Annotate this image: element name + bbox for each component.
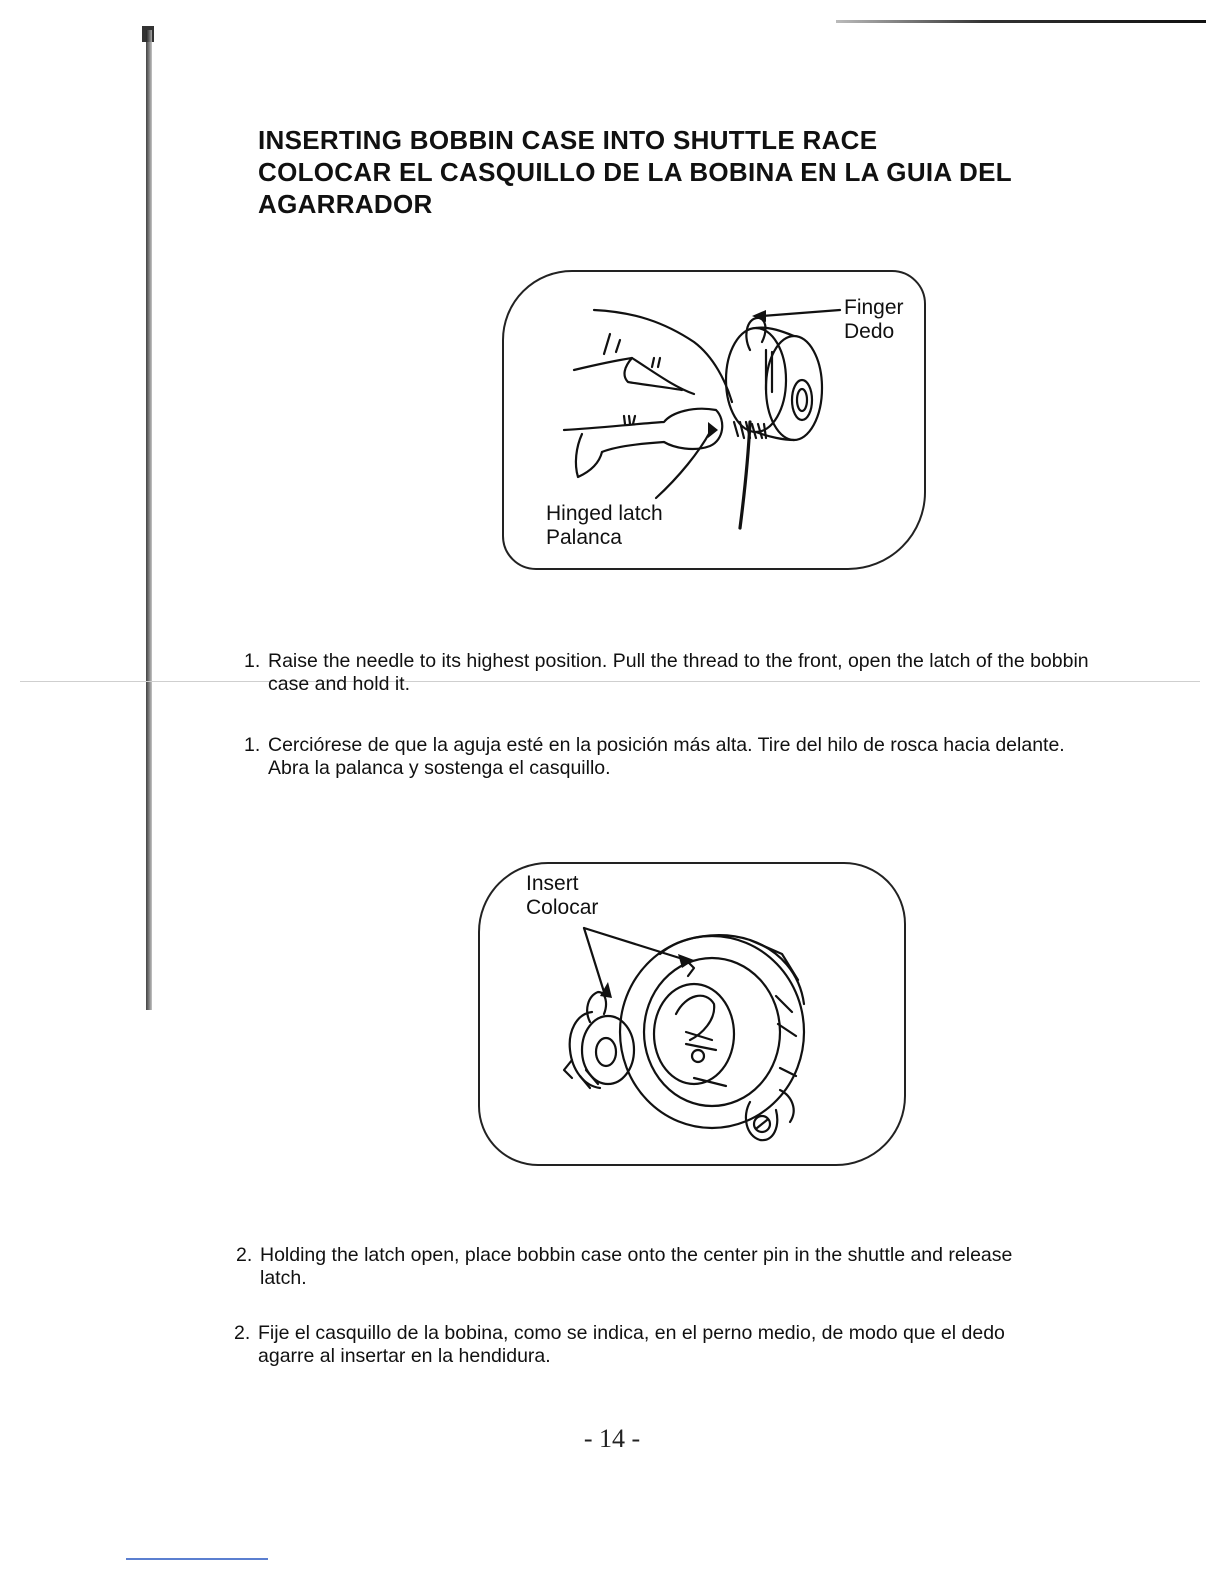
step-text: Cerciórese de que la aguja esté en la posición más alta. Tire del hilo de rosca hacia delante. Abra la palanca y sostenga el casquillo. xyxy=(268,734,1065,779)
heading-line-spanish-cont: AGARRADOR xyxy=(258,189,433,219)
page-number: - 14 - xyxy=(583,1424,641,1453)
finger-label xyxy=(844,296,904,344)
figure-hold-bobbin-case xyxy=(502,270,926,570)
step-text: Raise the needle to its highest position. Pull the thread to the front, open the latch of the bobbin case and hold it. xyxy=(268,650,1089,695)
heading-line-spanish: COLOCAR EL CASQUILLO DE LA BOBINA EN LA GUIA DEL xyxy=(258,157,1012,187)
step-number: 2. xyxy=(234,1322,251,1344)
step-number: 1. xyxy=(244,734,261,756)
finger-label-en: Finger xyxy=(844,296,904,319)
scan-artifact-bottom-mark xyxy=(126,1558,268,1560)
section-heading xyxy=(258,124,1138,220)
figure-insert-bobbin-case xyxy=(478,862,906,1166)
step-text: Fije el casquillo de la bobina, como se indica, en el perno medio, de modo que el dedo agarre al insertar en la hendidura. xyxy=(258,1322,1005,1367)
step-text: Holding the latch open, place bobbin case onto the center pin in the shuttle and release latch. xyxy=(260,1244,1013,1289)
step-2-english xyxy=(236,1244,1060,1290)
finger-label-es: Dedo xyxy=(844,320,895,343)
step-number: 2. xyxy=(236,1244,253,1266)
step-1-english xyxy=(244,650,1098,696)
insert-label-en: Insert xyxy=(526,872,579,895)
heading-line-english: INSERTING BOBBIN CASE INTO SHUTTLE RACE xyxy=(258,125,878,155)
hinged-latch-label-es: Palanca xyxy=(546,526,622,549)
hinged-latch-label-en: Hinged latch xyxy=(546,502,663,525)
insert-label-es: Colocar xyxy=(526,896,599,919)
scan-artifact-left-edge xyxy=(146,30,152,1010)
insert-label xyxy=(526,872,598,920)
step-number: 1. xyxy=(244,650,261,672)
step-2-spanish xyxy=(234,1322,1058,1368)
step-1-spanish xyxy=(244,734,1098,780)
hinged-latch-label xyxy=(546,502,663,550)
top-rule xyxy=(836,20,1206,23)
